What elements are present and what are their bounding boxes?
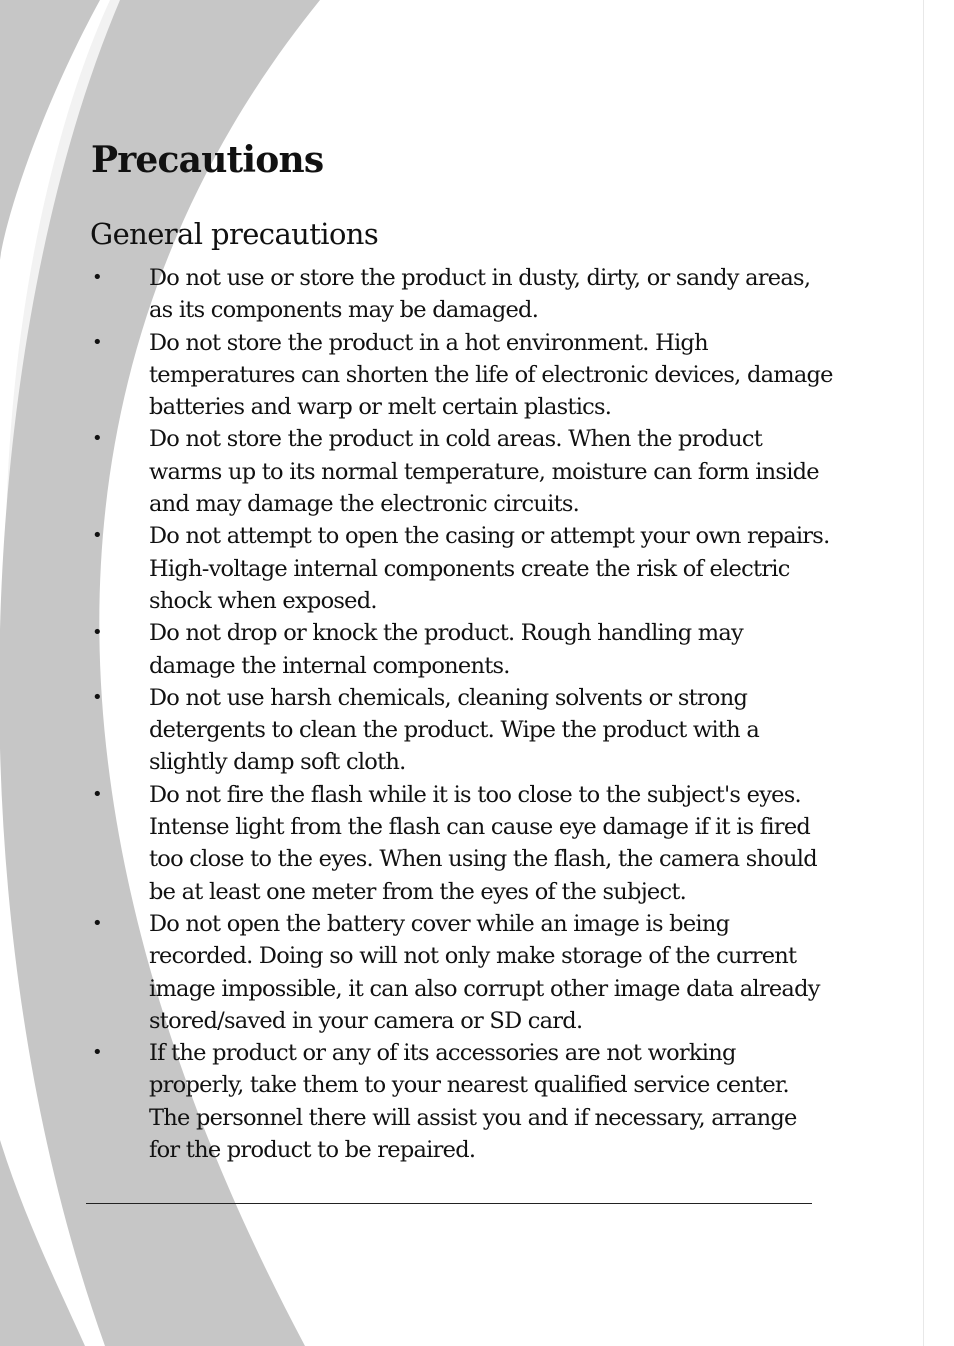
- list-item-line: The personnel there will assist you and if necessary, arrange: [149, 1104, 797, 1131]
- list-item: [0, 423, 879, 520]
- list-item-line: Do not drop or knock the product. Rough handling may: [149, 620, 744, 647]
- bullet-icon: •: [92, 912, 103, 934]
- list-item: [0, 262, 879, 327]
- list-item-line: slightly damp soft cloth.: [149, 749, 406, 776]
- footer-divider: [86, 1203, 812, 1204]
- list-item-line: stored/saved in your camera or SD card.: [149, 1007, 583, 1034]
- list-item-line: properly, take them to your nearest qualified service center.: [149, 1072, 789, 1099]
- section-heading: General precautions: [90, 217, 379, 251]
- list-item-line: as its components may be damaged.: [149, 297, 539, 324]
- bullet-icon: •: [92, 428, 103, 450]
- list-item-line: Do not attempt to open the casing or attempt your own repairs.: [149, 523, 830, 550]
- list-item-line: Do not use harsh chemicals, cleaning solvents or strong: [149, 684, 748, 711]
- bullet-icon: •: [92, 1042, 103, 1064]
- list-item-line: recorded. Doing so will not only make storage of the current: [149, 943, 797, 970]
- bullet-icon: •: [92, 783, 103, 805]
- bullet-icon: •: [92, 622, 103, 644]
- list-item-line: batteries and warp or melt certain plastics.: [149, 394, 612, 421]
- list-item-line: and may damage the electronic circuits.: [149, 491, 580, 518]
- list-item-line: shock when exposed.: [149, 587, 377, 614]
- precautions-list: [0, 262, 879, 1166]
- list-item-line: damage the internal components.: [149, 652, 510, 679]
- list-item-line: Do not store the product in cold areas. When the product: [149, 426, 763, 453]
- list-item: [0, 327, 879, 424]
- list-item-line: Do not fire the flash while it is too close to the subject's eyes.: [149, 781, 801, 808]
- list-item-line: image impossible, it can also corrupt other image data already: [149, 975, 820, 1002]
- bullet-icon: •: [92, 267, 103, 288]
- list-item: [0, 1037, 879, 1166]
- list-item-line: for the product to be repaired.: [149, 1137, 476, 1164]
- list-item-line: Do not store the product in a hot environment. High: [149, 329, 708, 356]
- list-item: [0, 779, 879, 908]
- list-item: [0, 682, 879, 779]
- list-item-line: temperatures can shorten the life of electronic devices, damage: [149, 361, 833, 388]
- page-title: Precautions: [91, 139, 324, 181]
- list-item: [0, 520, 879, 617]
- list-item-line: too close to the eyes. When using the flash, the camera should: [149, 846, 817, 873]
- list-item-line: Do not use or store the product in dusty, dirty, or sandy areas,: [149, 265, 811, 291]
- list-item-line: Do not open the battery cover while an image is being: [149, 910, 730, 937]
- list-item-line: If the product or any of its accessories are not working: [149, 1040, 736, 1067]
- list-item-line: High-voltage internal components create the risk of electric: [149, 555, 790, 582]
- list-item-line: detergents to clean the product. Wipe the product with a: [149, 717, 759, 744]
- list-item-line: warms up to its normal temperature, moisture can form inside: [149, 458, 819, 485]
- list-item: [0, 908, 879, 1037]
- list-item: [0, 617, 879, 682]
- bullet-icon: •: [92, 331, 103, 353]
- bullet-icon: •: [92, 686, 103, 708]
- bullet-icon: •: [92, 525, 103, 547]
- list-item-line: Intense light from the flash can cause eye damage if it is fired: [149, 814, 811, 841]
- list-item-line: be at least one meter from the eyes of the subject.: [149, 878, 687, 905]
